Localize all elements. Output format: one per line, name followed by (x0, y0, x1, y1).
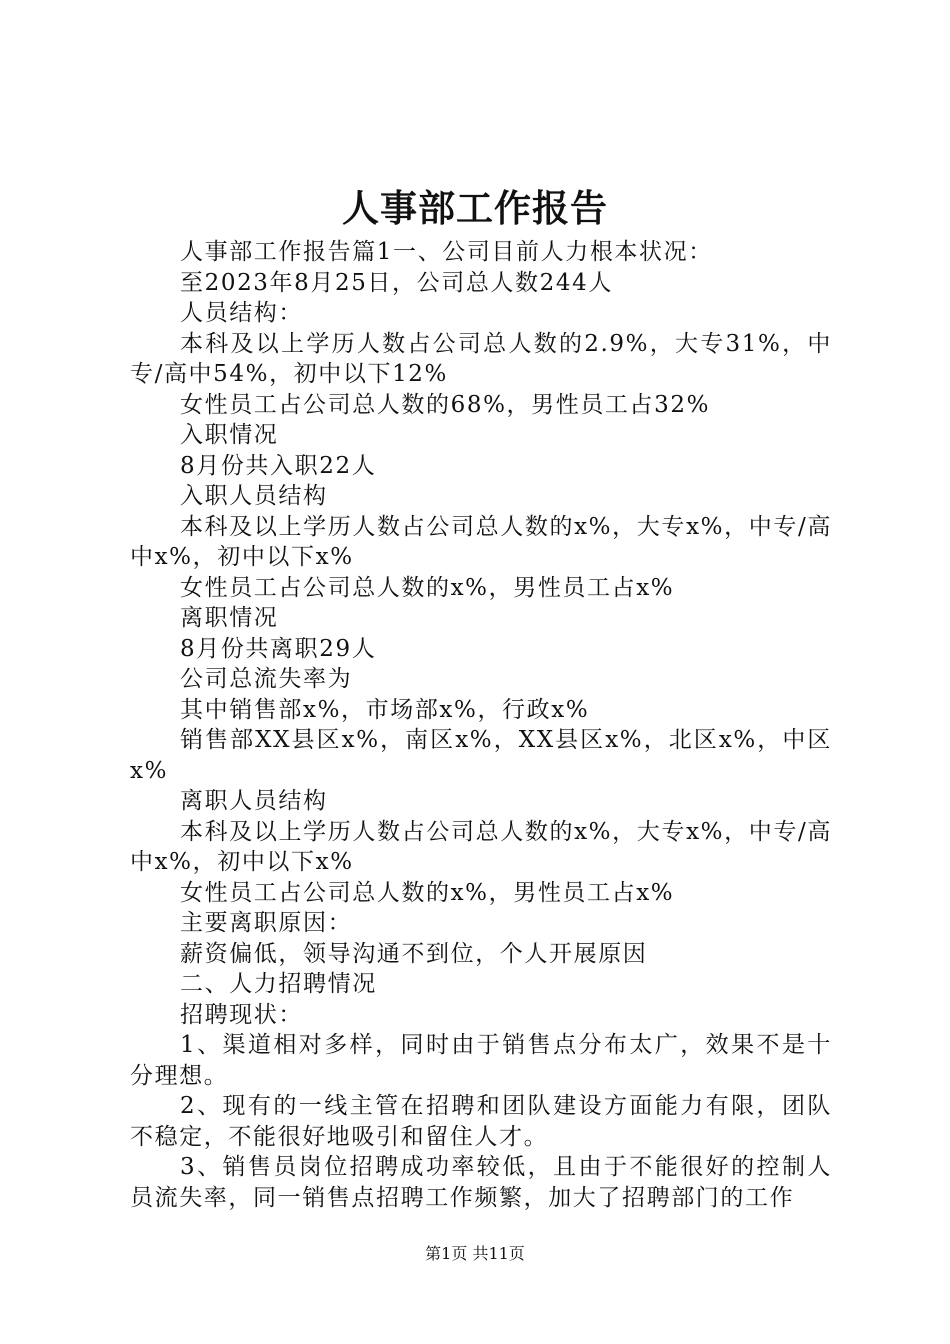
paragraph: 女性员工占公司总人数的x%，男性员工占x% (180, 574, 675, 601)
paragraph: 人员结构： (180, 300, 303, 326)
paragraph: 3、销售员岗位招聘成功率较低，且由于不能很好的控制人员流失率，同一销售点招聘工作频繁，加大了招聘部门的工作 (130, 1154, 832, 1211)
paragraph: 入职情况 (180, 422, 279, 448)
paragraph: 离职情况 (180, 605, 279, 631)
paragraph: 离职人员结构 (180, 788, 328, 814)
paragraph: 8月份共离职29人 (180, 635, 377, 662)
paragraph: 8月份共入职22人 (180, 452, 377, 479)
paragraph: 薪资偏低，领导沟通不到位，个人开展原因 (180, 940, 648, 967)
paragraph: 女性员工占公司总人数的x%，男性员工占x% (180, 879, 675, 906)
paragraph: 2、现有的一线主管在招聘和团队建设方面能力有限，团队不稳定，不能很好地吸引和留住人才。 (130, 1093, 832, 1150)
paragraph: 二、人力招聘情况 (180, 971, 377, 997)
paragraph: 人事部工作报告篇1一、公司目前人力根本状况： (180, 239, 713, 265)
page-footer: 第1页 共11页 (425, 1244, 525, 1263)
paragraph: 1、渠道相对多样，同时由于销售点分布太广，效果不是十分理想。 (130, 1032, 832, 1089)
page-title: 人事部工作报告 (342, 186, 608, 230)
paragraph: 本科及以上学历人数占公司总人数的x%，大专x%，中专/高中x%，初中以下x% (130, 513, 832, 570)
paragraph: 至2023年8月25日，公司总人数244人 (180, 269, 613, 296)
paragraph: 其中销售部x%，市场部x%，行政x% (180, 696, 590, 723)
paragraph: 女性员工占公司总人数的68%，男性员工占32% (180, 391, 711, 418)
document-body (130, 237, 832, 1213)
paragraph: 招聘现状： (180, 1001, 303, 1028)
paragraph: 销售部XX县区x%，南区x%，XX县区x%，北区x%，中区x% (130, 727, 832, 784)
paragraph: 主要离职原因： (180, 910, 353, 936)
paragraph: 本科及以上学历人数占公司总人数的2.9%，大专31%，中专/高中54%，初中以下12% (130, 330, 832, 387)
paragraph: 入职人员结构 (180, 483, 328, 509)
paragraph: 本科及以上学历人数占公司总人数的x%，大专x%，中专/高中x%，初中以下x% (130, 818, 832, 875)
paragraph: 公司总流失率为 (180, 666, 353, 692)
